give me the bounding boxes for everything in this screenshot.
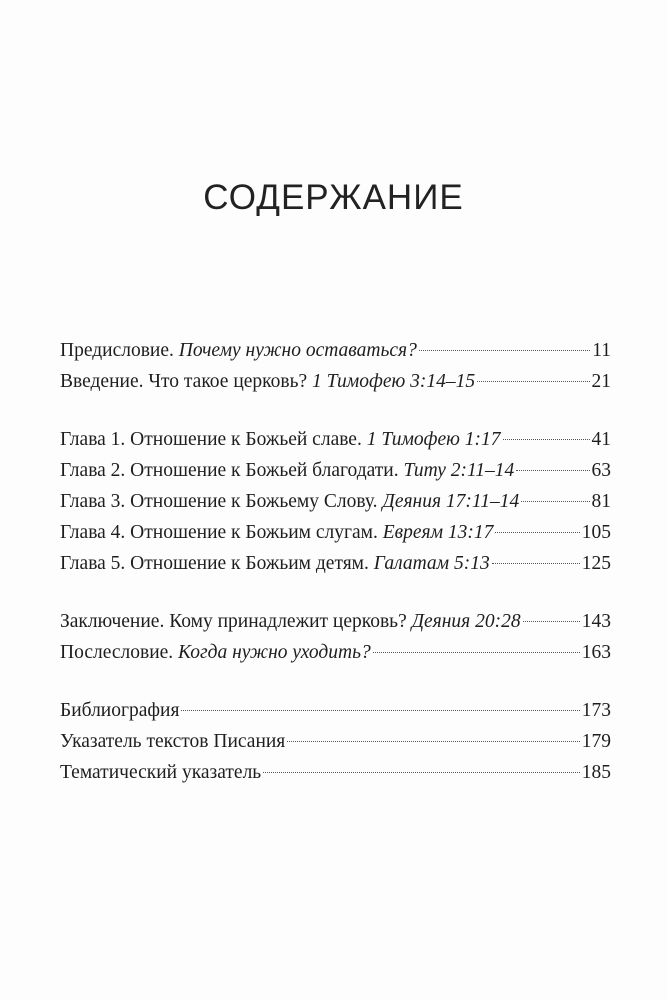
toc-group-back-matter [60, 606, 611, 668]
dot-leader [503, 439, 590, 440]
toc-entry-reference: Когда нужно уходить? [178, 642, 371, 663]
toc-entry-label: Глава 2. Отношение к Божьей благодати. Титу 2:11–14 [60, 460, 515, 481]
toc-entry[interactable] [60, 366, 611, 397]
toc-entry[interactable] [60, 455, 611, 486]
toc-group-indexes [60, 695, 611, 788]
toc-entry-label: Глава 1. Отношение к Божьей славе. 1 Тимофею 1:17 [60, 429, 501, 450]
toc-entry[interactable] [60, 606, 611, 637]
toc-entry-label: Тематический указатель [60, 762, 262, 783]
toc-entry-page: 11 [592, 340, 611, 361]
toc-entry-page: 163 [581, 642, 611, 663]
toc-entry[interactable] [60, 486, 611, 517]
toc-entry-page: 63 [591, 460, 611, 481]
toc-entry-reference: Почему нужно оставаться? [178, 340, 417, 361]
toc-entry-page: 143 [581, 611, 611, 632]
toc-entry[interactable] [60, 517, 611, 548]
toc-entry[interactable] [60, 637, 611, 668]
toc-entry[interactable] [60, 726, 611, 757]
dot-leader [523, 621, 580, 622]
toc-entry-page: 173 [581, 700, 611, 721]
toc-entry[interactable] [60, 757, 611, 788]
toc-entry-page: 125 [581, 553, 611, 574]
toc-entry-page: 81 [591, 491, 611, 512]
toc-entry-label: Глава 4. Отношение к Божьим слугам. Евреям 13:17 [60, 522, 494, 543]
dot-leader [287, 741, 579, 742]
toc-entry-reference: 1 Тимофею 3:14–15 [312, 371, 476, 392]
toc-entry-label: Послесловие. Когда нужно уходить? [60, 642, 371, 663]
toc-entry-label: Глава 3. Отношение к Божьему Слову. Деяния 17:11–14 [60, 491, 520, 512]
toc-entry-page: 105 [581, 522, 611, 543]
dot-leader [492, 563, 580, 564]
toc-entry-label: Введение. Что такое церковь? 1 Тимофею 3:14–15 [60, 371, 476, 392]
toc-entry-reference: Деяния 20:28 [411, 611, 521, 632]
toc-group-front-matter [60, 335, 611, 397]
toc-entry-page: 41 [591, 429, 611, 450]
dot-leader [181, 710, 579, 711]
toc-entry-reference: Галатам 5:13 [373, 553, 490, 574]
toc-entry[interactable] [60, 424, 611, 455]
dot-leader [516, 470, 589, 471]
toc-entry-page: 185 [581, 762, 611, 783]
dot-leader [419, 350, 590, 351]
toc-entry-page: 21 [591, 371, 611, 392]
toc-entry-reference: Деяния 17:11–14 [382, 491, 520, 512]
toc-entry[interactable] [60, 335, 611, 366]
toc-entry-label: Библиография [60, 700, 180, 721]
toc-entry-reference: 1 Тимофею 1:17 [366, 429, 501, 450]
toc-group-chapters [60, 424, 611, 579]
toc-entry-reference: Евреям 13:17 [382, 522, 494, 543]
page-title: СОДЕРЖАНИЕ [203, 178, 464, 217]
toc-entry-label: Глава 5. Отношение к Божьим детям. Галатам 5:13 [60, 553, 490, 574]
toc-entry-page: 179 [581, 731, 611, 752]
toc-entry-label: Указатель текстов Писания [60, 731, 286, 752]
toc-entry-label: Заключение. Кому принадлежит церковь? Деяния 20:28 [60, 611, 521, 632]
table-of-contents [60, 335, 611, 815]
dot-leader [373, 652, 580, 653]
toc-entry[interactable] [60, 548, 611, 579]
dot-leader [477, 381, 589, 382]
dot-leader [495, 532, 579, 533]
toc-entry-reference: Титу 2:11–14 [403, 460, 515, 481]
toc-entry-label: Предисловие. Почему нужно оставаться? [60, 340, 417, 361]
dot-leader [263, 772, 580, 773]
toc-entry[interactable] [60, 695, 611, 726]
dot-leader [521, 501, 589, 502]
